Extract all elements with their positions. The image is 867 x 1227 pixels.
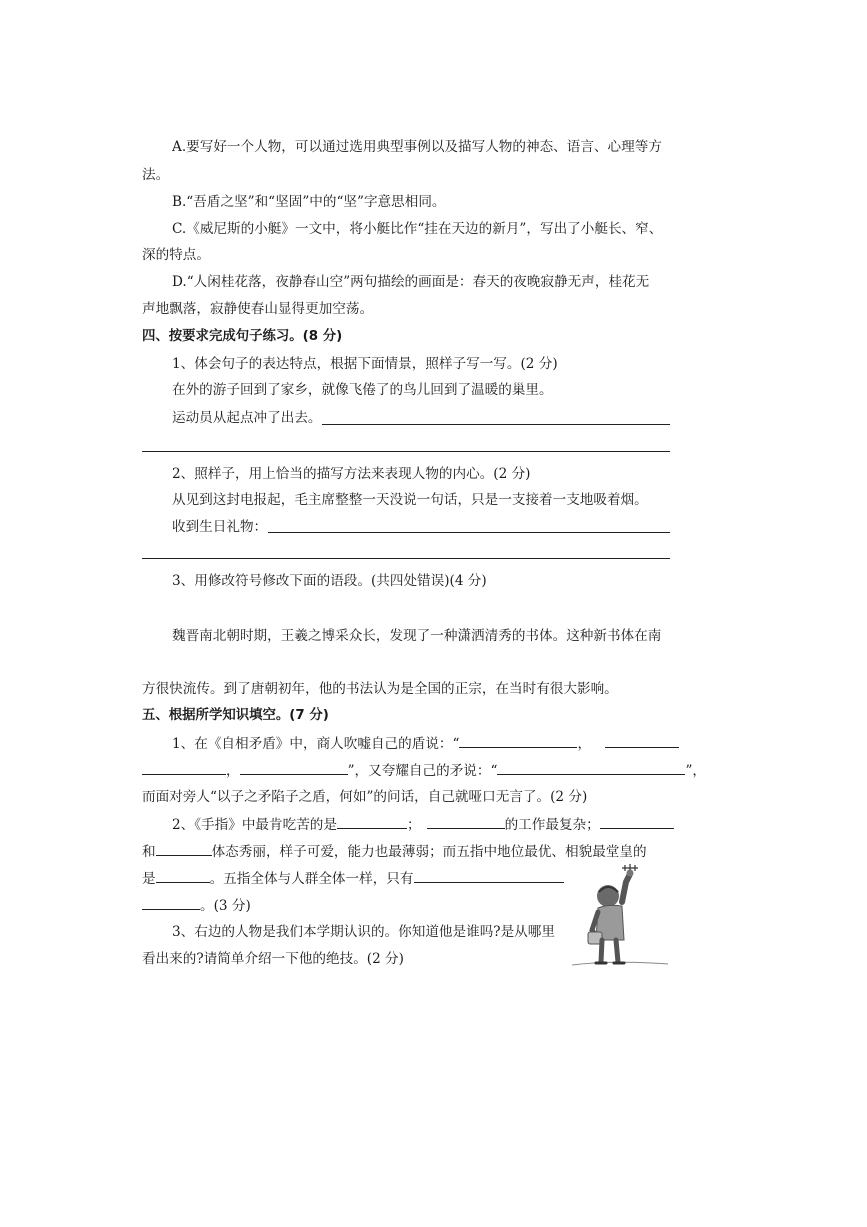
blank-finger-3[interactable]: [600, 814, 674, 829]
answer-line-q1a[interactable]: [322, 424, 670, 425]
blank-finger-5[interactable]: [156, 868, 210, 883]
section4-q3-text-line2: 方很快流传。到了唐朝初年，他的书法认为是全国的正宗，在当时有很大影响。: [142, 681, 618, 697]
head: [597, 885, 619, 907]
section5-q1-line2: [142, 760, 706, 781]
section5-q2-line4: [142, 895, 251, 916]
blank-finger-1[interactable]: [337, 814, 407, 829]
section4-q2-prompt: 收到生日礼物：: [172, 519, 268, 535]
q2-text-h: 。(3 分): [200, 898, 251, 914]
section5-q1-line1: [172, 733, 679, 754]
q1-text-c: ，: [226, 763, 240, 779]
section4-q1-example: 在外的游子回到了家乡，就像飞倦了的鸟儿回到了温暖的巢里。: [172, 382, 553, 398]
q1-text-b: ，: [577, 736, 592, 752]
section4-q1-prompt: 运动员从起点冲了出去。: [172, 410, 322, 426]
section4-heading: 四、按要求完成句子练习。(8 分): [142, 329, 343, 344]
held-object: [622, 864, 638, 871]
section4-q1: 1、体会句子的表达特点，根据下面情景，照样子写一写。(2 分): [172, 356, 558, 372]
person-illustration: [570, 862, 670, 972]
q2-text-f: 是: [142, 871, 156, 887]
section5-q2-line2: [142, 841, 647, 862]
q1-text-d: ”，又夸耀自己的矛说：“: [347, 763, 498, 779]
blank-shield-4[interactable]: [240, 760, 348, 775]
q2-text-a: 2、《手指》中最肯吃苦的是: [172, 817, 337, 833]
option-c-line2: 深的特点。: [142, 247, 210, 263]
answer-line-q2b[interactable]: [142, 558, 670, 559]
section5-q3-line1: 3、右边的人物是我们本学期认识的。你知道他是谁吗?是从哪里: [172, 924, 555, 940]
blank-shield-2[interactable]: [605, 733, 679, 748]
raised-arm: [622, 874, 630, 902]
option-a-line1: A.要写好一个人物，可以通过选用典型事例以及描写人物的神态、语言、心理等方: [172, 139, 662, 155]
option-a-line2: 法。: [142, 167, 170, 183]
blank-finger-2[interactable]: [427, 814, 505, 829]
section5-q1-line3: 而面对旁人“以子之矛陷子之盾，何如”的问话，自己就哑口无言了。(2 分): [142, 789, 588, 805]
blank-finger-7[interactable]: [142, 895, 200, 910]
answer-line-q1b[interactable]: [142, 451, 670, 452]
q2-text-g: 。五指全体与人群全体一样，只有: [209, 871, 414, 887]
section4-q2-example: 从见到这封电报起，毛主席整整一天没说一句话，只是一支接着一支地吸着烟。: [172, 492, 648, 508]
legs: [601, 940, 618, 962]
option-d-line1: D.“人闲桂花落，夜静春山空”两句描绘的画面是：春天的夜晚寂静无声，桂花无: [172, 274, 650, 290]
section5-q2-line3: [142, 868, 564, 889]
option-c-line1: C.《威尼斯的小艇》一文中，将小艇比作“挂在天边的新月”，写出了小艇长、窄、: [172, 221, 663, 237]
section5-q3-line2: 看出来的?请简单介绍一下他的绝技。(2 分): [142, 951, 404, 967]
section5-q2-line1: [172, 814, 674, 835]
blank-spear[interactable]: [497, 760, 685, 775]
hand: [627, 870, 634, 877]
q2-text-e: 体态秀丽，样子可爱，能力也最薄弱；而五指中地位最优、相貌最堂皇的: [211, 844, 647, 860]
q1-text-a: 1、在《自相矛盾》中，商人吹嘘自己的盾说：“: [172, 736, 460, 752]
q2-text-c: 的工作最复杂；: [504, 817, 600, 833]
q2-text-b: ；: [406, 817, 421, 833]
section4-q3-text-line1: 魏晋南北朝时期，王羲之博采众长，发现了一种潇洒清秀的书体。这种新书体在南: [172, 628, 662, 644]
blank-shield-1[interactable]: [459, 733, 577, 748]
section4-q2: 2、照样子，用上恰当的描写方法来表现人物的内心。(2 分): [172, 466, 531, 482]
blank-shield-3[interactable]: [142, 760, 226, 775]
option-b: B.“吾盾之坚”和“坚固”中的“坚”字意思相同。: [172, 194, 446, 210]
answer-line-q2a[interactable]: [268, 532, 670, 533]
q1-text-e: ”，: [685, 763, 706, 779]
section4-q3: 3、用修改符号修改下面的语段。(共四处错误)(4 分): [172, 573, 487, 589]
section5-heading: 五、根据所学知识填空。(7 分): [142, 708, 329, 723]
q2-text-d: 和: [142, 844, 156, 860]
option-d-line2: 声地飘落，寂静使春山显得更加空荡。: [142, 301, 374, 317]
blank-finger-4[interactable]: [156, 841, 212, 856]
blank-finger-6[interactable]: [414, 868, 564, 883]
